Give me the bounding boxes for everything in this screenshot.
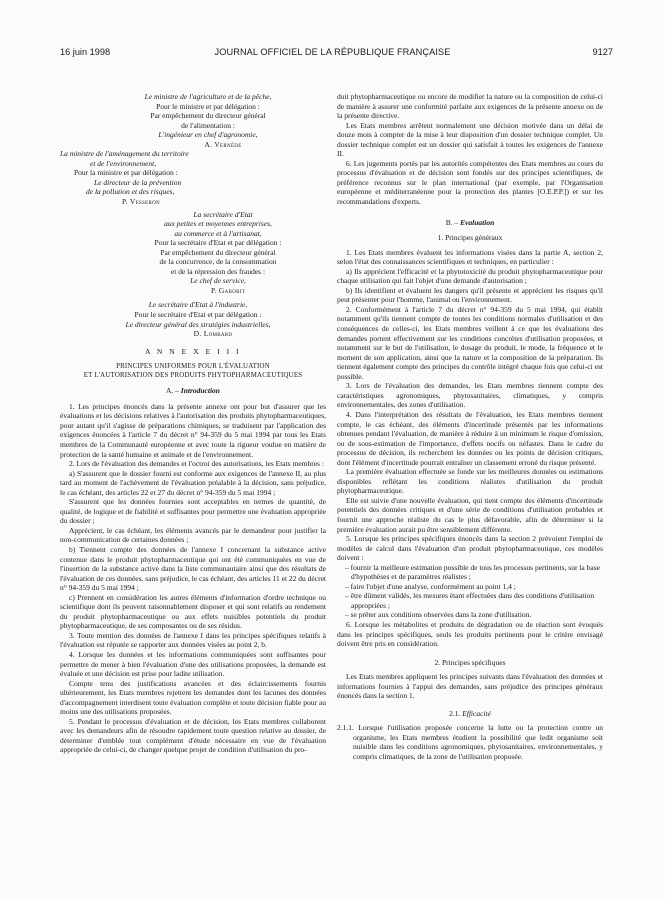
subsection-heading [337, 709, 603, 719]
list-item: – se prêter aux conditions observées dans la zone d'utilisation. [345, 610, 532, 620]
signature-line: L'ingénieur en chef d'agronomie, [158, 130, 258, 140]
signature-line: Pour la secrétaire d'Etat et par délégation : [154, 238, 282, 248]
signature-line: de la pollution et des risques, [86, 187, 175, 197]
section-a-heading [60, 386, 326, 396]
signature-line: Pour le secrétaire d'Etat et par délégation : [134, 310, 262, 320]
signature-line: Par empêchement du directeur général [150, 111, 266, 121]
section-title: Evaluation [460, 217, 495, 227]
subsection-number: 2.1. [449, 708, 461, 718]
paragraph: 5. Lorsque les principes spécifiques énoncés dans la section 2 prévoient l'emploi de modèles de calcul dans l'évaluation d'un produit phytopharmaceutique, ces modèles doivent : [337, 534, 603, 563]
signature-line: La ministre de l'aménagement du territoire [60, 149, 189, 159]
paragraph: 2. Lors de l'évaluation des demandes et l'octroi des autorisations, les Etats membres : [69, 459, 324, 469]
paragraph: 1. Les Etats membres évaluent les informations visées dans la partie A, section 2, selon l'état des connaissances scientifiques et techniques, en particulier : [337, 247, 603, 267]
paragraph: 3. Toute mention des données de l'annexe I dans les principes spécifiques relatifs à l'évaluation est réputée se rapporter aux données visées au point 2, b. [60, 630, 326, 650]
section-b-heading [337, 218, 603, 228]
annex-subtitle-line: ET L'AUTORISATION DES PRODUITS PHYTOPHARMACEUTIQUES [83, 372, 303, 380]
paragraph: b) Ils identifient et évaluent les dangers qu'il présente et apprécient les risques qu'il peut présenter pour l'homme, l'animal ou l'environnement. [337, 285, 603, 305]
paragraph: Elle est suivie d'une nouvelle évaluation, qui tient compte des éléments d'incertitude potentiels des données critiques et d'une série de conditions d'utilisation probables et fournit une approche réaliste du cas le plus défavorable, afin de déterminer si la première évaluation aurait pu être sensiblement différente. [337, 495, 603, 534]
signature-line: Le ministre de l'agriculture et de la pêche, [144, 92, 272, 101]
signature-line: Le directeur général des stratégies industrielles, [125, 319, 271, 329]
signature-line: Le directeur de la prévention [94, 177, 182, 187]
paragraph: a) Ils apprécient l'efficacité et la phytotoxicité du produit phytopharmaceutique pour chaque utilisation qui fait l'objet d'une demande d'autorisation ; [337, 266, 603, 286]
paragraph: 4. Dans l'interprétation des résultats de l'évaluation, les Etats membres tiennent compte, le cas échéant, des éléments d'incertitude présentés par les informations obtenues pendant l'évaluation, de manière à réduire à un minimum le risque d'omission, ou de sous-estimation de l'importance, d'effets nocifs ou néfastes. Dans le cadre du processus de décision, ils recherchent les données ou les points de décision critiques, dont l'élément d'incertitude pourrait entraîner un classement erroné du risque présenté. [337, 409, 603, 467]
signatory-name: D. Lombard [193, 329, 233, 339]
paragraph: 2.1.1. Lorsque l'utilisation proposée concerne la lutte ou la protection contre un organisme, les Etats membres étudient la possibilité que ledit organisme soit nuisible dans les conditions agronomiques, phytosanitaires, environnementales, y compris climatiques, de la zone de l'utilisation proposée. [337, 723, 603, 761]
paragraph: 6. Lorsque les métabolites et produits de dégradation ou de réaction sont évoqués dans les principes spécifiques, seuls les produits pertinents pour le critère envisagé doivent être pris en considération. [337, 619, 603, 649]
paragraph: La première évaluation effectuée se fonde sur les meilleures données ou estimations disponibles reflétant les conditions réalistes d'utilisation du produit phytopharmaceutique. [337, 467, 603, 496]
right-column [337, 92, 603, 762]
signatory-name: A. Vernède [204, 139, 242, 149]
signature-line: Le chef de service, [190, 276, 246, 286]
signature-line: La secrétaire d'Etat [193, 209, 253, 219]
paragraph: Apprécient, le cas échéant, les éléments avancés par le demandeur pour justifier la non-communication de certaines données ; [60, 525, 326, 545]
signature-industry [60, 300, 326, 338]
header-title: JOURNAL OFFICIEL DE LA RÉPUBLIQUE FRANÇAISE [214, 47, 451, 57]
subsection-heading: 2. Principes spécifiques [434, 657, 506, 667]
signatory-name: P. Gaborit [210, 285, 246, 295]
subsection-title: Efficacité [462, 708, 491, 718]
paragraph: 1. Les principes énoncés dans la présente annexe ont pour but d'assurer que les évaluations et les décisions relatives à l'autorisation des produits phytopharmaceutiques, pour autant qu'il s'agisse de préparations chimiques, se traduisent par l'application des exigences énoncées à l'article 7 du décret n° 94-359 du 5 mai 1994 par tous les Etats membres de la Communauté européenne et avec toute la rigueur voulue en matière de protection de la santé humaine et animale et de l'environnement. [60, 401, 326, 459]
signature-commerce [60, 210, 326, 296]
paragraph: 6. Les jugements portés par les autorités compétentes des Etats membres au cours du processus d'évaluation et de décision sont fondés sur des principes scientifiques, de préférence reconnus sur le plan international (par exemple, par l'Organisation européenne et méditerranéenne pour la protection des plantes [O.E.P.P.]) et sur les recommandations d'experts. [337, 158, 603, 207]
signatory-name: P. Vesseron [122, 197, 160, 207]
paragraph: c) Prennent en considération les autres éléments d'information d'ordre technique ou scientifique dont ils peuvent raisonnablement disposer et qui sont relatifs au rendement du produit phytopharmaceutique ou aux effets nuisibles potentiels du produit phytopharmaceutique, de ses composantes ou de ses résidus. [60, 592, 326, 631]
list-item: – faire l'objet d'une analyse, conformément au point 1,4 ; [345, 581, 516, 591]
signature-line: aux petites et moyennes entreprises, [164, 219, 272, 229]
section-title: Introduction [180, 386, 220, 396]
left-column [60, 92, 326, 755]
signature-environment [60, 149, 326, 206]
paragraph: Les Etats membres appliquent les principes suivants dans l'évaluation des données et informations fournies à l'appui des demandes, sans préjudice des principes généraux énoncés dans la section 1. [337, 672, 603, 701]
paragraph: S'assurent que les données fournies sont acceptables en termes de quantité, de qualité, de logique et de fiabilité et suffisantes pour permettre une évaluation appropriée du dossier ; [60, 497, 326, 526]
annex-subtitle [60, 362, 326, 380]
section-label: B. – [445, 217, 459, 227]
signature-line: et de l'environnement, [90, 158, 157, 168]
paragraph: 5. Pendant le processus d'évaluation et de décision, les Etats membres collaborent avec les demandeurs afin de résoudre rapidement toute question relative au dossier, de déterminer d'emblée tout complément d'étude nécessaire en vue de l'évaluation appropriée de celui-ci, de changer quelque projet de condition d'utilisation du pro- [60, 716, 326, 755]
paragraph: duit phytopharmaceutique ou encore de modifier la nature ou la composition de celui-ci de manière à assurer une conformité parfaite aux exigences de la présente annexe ou de la présente directive. [337, 92, 603, 121]
paragraph: a) S'assurent que le dossier fourni est conforme aux exigences de l'annexe II, au plus tard au moment de l'achèvement de l'évaluation préalable à la décision, sans préjudice, le cas échéant, des articles 22 et 27 du décret n° 94-359 du 5 mai 1994 ; [60, 468, 326, 497]
paragraph: 3. Lors de l'évaluation des demandes, les Etats membres tiennent compte des caractéristiques agronomiques, phytosanitaires, climatiques, y compris environnementales, des zones d'utilisation. [337, 381, 603, 410]
paragraph: b) Tiennent compte des données de l'annexe I concernant la substance active contenue dans le produit phytopharmaceutique qui ont été communiquées en vue de l'insertion de la substance active dans la liste communautaire ainsi que des résultats de l'évaluation de ces données, sans préjudice, le cas échéant, des articles 11 et 22 du décret n° 94-359 du 5 mai 1994 ; [60, 544, 326, 593]
annex-title: A N N E X E I I I [144, 346, 242, 356]
signature-line: Pour la ministre et par délégation : [74, 168, 178, 178]
signature-line: Le secrétaire d'Etat à l'industrie, [148, 300, 248, 310]
section-label: A. – [166, 386, 179, 396]
signature-line: de la concurrence, de la consommation [159, 257, 277, 267]
signature-agriculture [60, 92, 326, 149]
list-item: – fournir la meilleure estimation possible de tous les processus pertinents, sur la base d'hypothèses et de paramètres réalistes ; [345, 562, 600, 582]
list-item: – être dûment validés, les mesures étant effectuées dans des conditions d'utilisation appropriées ; [345, 591, 595, 610]
paragraph: Les Etats membres arrêtent normalement une décision motivée dans un délai de douze mois à compter de la mise à leur disposition d'un dossier technique complet. Un dossier technique complet est un dossier qui satisfait à toutes les exigences de l'annexe II. [337, 120, 603, 159]
paragraph: 2. Conformément à l'article 7 du décret n° 94-359 du 5 mai 1994, qui établit notamment qu'ils tiennent compte de toutes les conditions normales d'utilisation et des conséquences de celles-ci, les Etats membres veillent à ce que les évaluations des demandes portent effectivement sur les conditions concrètes d'utilisation proposées, et notamment sur le but de l'utilisation, le dosage du produit, le mode, la fréquence et le moment de son application, ainsi que la nature et la composition de la préparation. Ils tiennent également compte des principes du contrôle intégré chaque fois que celui-ci est possible. [337, 304, 603, 381]
paragraph: 4. Lorsque les données et les informations communiquées sont suffisantes pour permettre de mener à bien l'évaluation d'une des utilisations proposées, la demande est évaluée et une décision est prise pour ladite utilisation. [60, 649, 326, 679]
header-date: 16 juin 1998 [60, 47, 111, 57]
annex-subtitle-line: PRINCIPES UNIFORMES POUR L'ÉVALUATION [116, 363, 270, 371]
subsection-heading: 1. Principes généraux [437, 233, 503, 243]
signature-line: de l'alimentation : [181, 120, 235, 130]
paragraph: Compte tenu des justifications avancées et des éclaircissements fournis ultérieurement, les Etats membres rejettent les demandes dont les lacunes des données d'accompagnement interdisent toute évaluation complète et toute décision fiable pour au moins une des utilisations proposées. [60, 678, 326, 717]
signature-line: Pour le ministre et par délégation : [156, 101, 260, 111]
signature-line: et de la répression des fraudes : [170, 266, 266, 276]
header-page-number: 9127 [592, 47, 613, 57]
signature-line: au commerce et à l'artisanat, [174, 228, 262, 238]
signature-line: Par empêchement du directeur général [160, 247, 276, 257]
